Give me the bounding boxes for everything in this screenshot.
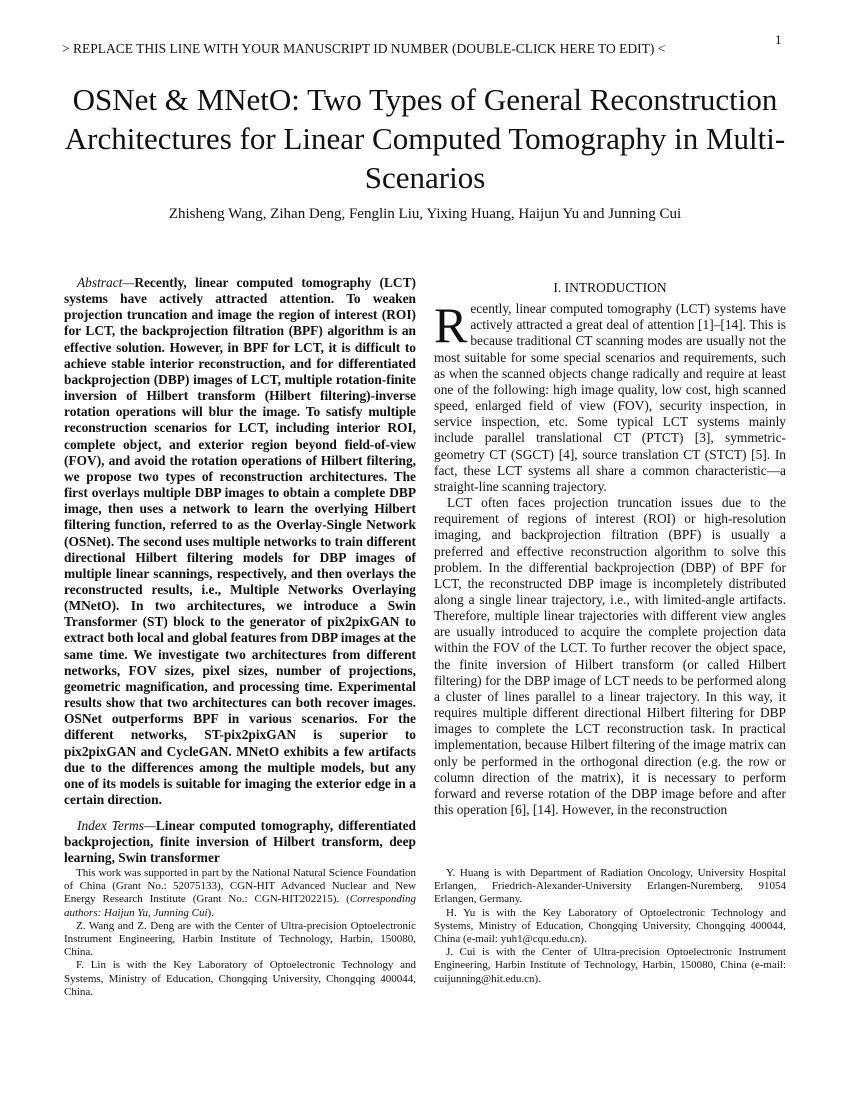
introduction-column [434,280,786,818]
footnote-yu: H. Yu is with the Key Laboratory of Optoelectronic Technology and Systems, Ministry of Education, Chongqing University, Chongqing 400044, China (e-mail: yuh1@cqu.edu.cn). [434,906,786,946]
intro-paragraph-2: LCT often faces projection truncation issues due to the requirement of regions of interest (ROI) or high-resolution imaging, and backprojection filtration (BPF) is usually a preferred and effective reconstruction algorithm to solve this problem. In the differential backprojection (DBP) of BPF for LCT, the reconstructed DBP image is incompletely distributed along a single linear trajectory, i.e., with limited-angle artifacts. Therefore, multiple linear trajectories with different view angles are usually introduced to acquire the complete projection data within the FOV of the LCT. To further recover the object space, the finite inversion of Hilbert transform (or called Hilbert filtering) for the DBP image of LCT needs to be performed along a cluster of lines parallel to a linear trajectory. In this way, it requires multiple different directional Hilbert filtering for DBP images to complete the LCT reconstruction task. In practical implementation, because Hilbert filtering of the image matrix can only be performed in the orthogonal direction (e.g. the row or column direction of the matrix), it is necessary to perform forward and reverse rotation of the DBP image before and after this operation [6], [14]. However, in the reconstruction [434,495,786,817]
footnote-huang: Y. Huang is with Department of Radiation Oncology, University Hospital Erlangen, Friedrich-Alexander-University Erlangen-Nuremberg, 91054 Erlangen, Germany. [434,867,786,906]
corresponding-authors: Corresponding authors: Haijun Yu, Junning Cui [64,893,416,919]
index-terms [64,818,416,866]
section-heading: I. INTRODUCTION [553,280,667,295]
footnote-lin: F. Lin is with the Key Laboratory of Optoelectronic Technology and Systems, Ministry of Education, Chongqing University, Chongqing 400044, China. [64,959,416,998]
abstract-column [64,275,416,867]
abstract-text: Recently, linear computed tomography (LCT) systems have actively attracted attention. To weaken projection truncation and image the region of interest (ROI) for LCT, the backprojection filtration (BPF) algorithm is an effective solution. However, in BPF for LCT, it is difficult to achieve stable interior reconstruction, and for differentiated backprojection (DBP) images of LCT, multiple rotation-finite inversion of Hilbert transform (Hilbert filtering)-inverse rotation operations will blur the image. To satisfy multiple reconstruction scenarios for LCT, including interior ROI, complete object, and exterior region beyond field-of-view (FOV), and avoid the rotation operations of Hilbert filtering, we propose two types of reconstruction architectures. The first overlays multiple DBP images to obtain a complete DBP image, then uses a network to learn the overlying Hilbert filtering function, referred to as the Overlay-Single Network (OSNet). The second uses multiple networks to train different directional Hilbert filtering models for DBP images of multiple linear scannings, respectively, and then overlays the reconstructed results, i.e., Multiple Networks Overlaying (MNetO). In two architectures, we introduce a Swin Transformer (ST) block to the generator of pix2pixGAN to extract both local and global features from DBP images at the same time. We investigate two architectures from different networks, FOV sizes, pixel sizes, number of projections, geometric magnification, and processing time. Experimental results show that two architectures can both recover images. OSNet outperforms BPF in various scenarios. For the different networks, ST-pix2pixGAN is superior to pix2pixGAN and CycleGAN. MNetO exhibits a few artifacts due to the differences among the multiple models, but any one of its models is suitable for imaging the exterior edge in a certain direction. [64,275,416,807]
abstract-dash: — [122,275,135,290]
index-terms-text: Linear computed tomography, differentiated backprojection, finite inversion of Hilbert transform, deep learning, Swin transformer [64,818,416,866]
footnote-wang-deng: Z. Wang and Z. Deng are with the Center of Ultra-precision Optoelectronic Instrument Engineering, Harbin Institute of Technology, Harbin, 150080, China. [64,919,416,959]
intro-paragraph-1-text: ecently, linear computed tomography (LCT) systems have actively attracted a great deal of attention [1]–[14]. This is because traditional CT scanning modes are usually not the most suitable for some special scenarios and requirements, such as when the scanned objects change radically and require at least one of the following: high image quality, low cost, high scanned speed, enlarged field of view (FOV), security inspection, in service inspection, etc. Some typical LCT systems mainly include parallel translational CT (PTCT) [3], symmetric-geometry CT (SGCT) [4], source translation CT (STCT) [5]. In fact, these LCT systems all share a common characteristic—a straight-line scanning trajectory. [434,301,786,494]
funding-text: This work was supported in part by the National Natural Science Foundation of China (Grant No.: 52075133), CGN-HIT Advanced Nuclear and New Energy Research Institute (Grant No.: CGN-HIT202215). ( [64,867,416,906]
paper-title: OSNet & MNetO: Two Types of General Reconstruction Architectures for Linear Computed Tomography in Multi-Scenarios [64,82,786,195]
index-terms-label: Index Terms [77,818,144,834]
abstract [64,275,416,808]
footnote-funding [64,867,416,920]
abstract-label: Abstract [77,275,123,290]
intro-paragraph-1 [434,297,786,495]
footnote-cui: J. Cui is with the Center of Ultra-precision Optoelectronic Instrument Engineering, Harbin Institute of Technology, Harbin, 150080, China (e-mail: cuijunning@hit.edu.cn). [434,946,786,985]
page-number: 1 [775,32,782,47]
drop-cap: R [434,297,468,354]
index-terms-dash: — [143,818,156,834]
author-list: Zhisheng Wang, Zihan Deng, Fenglin Liu, Yixing Huang, Haijun Yu and Junning Cui [168,206,682,222]
footnotes-right [434,867,786,986]
funding-end: ). [207,906,214,919]
manuscript-header: > REPLACE THIS LINE WITH YOUR MANUSCRIPT ID NUMBER (DOUBLE-CLICK HERE TO EDIT) < [62,41,666,56]
footnotes-left [64,867,416,999]
